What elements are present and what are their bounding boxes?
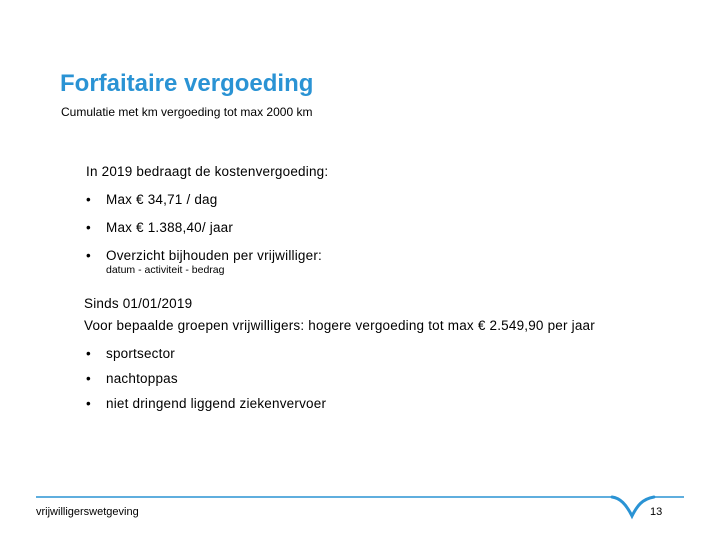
bullet-text: niet dringend liggend ziekenvervoer <box>106 396 327 411</box>
page-title: Forfaitaire vergoeding <box>60 70 314 97</box>
bullet-note: datum - activiteit - bedrag <box>106 264 225 276</box>
page-subtitle: Cumulatie met km vergoeding tot max 2000 km <box>61 105 313 119</box>
bullet-icon: • <box>86 220 91 235</box>
groups-line: Voor bepaalde groepen vrijwilligers: hogere vergoeding tot max € 2.549,90 per jaar <box>84 318 595 333</box>
bullet-text: nachtoppas <box>106 371 178 386</box>
bullet-text: Overzicht bijhouden per vrijwilliger: <box>106 248 322 263</box>
since-line: Sinds 01/01/2019 <box>84 296 193 311</box>
intro-text: In 2019 bedraagt de kostenvergoeding: <box>86 164 329 179</box>
bullet-text: Max € 1.388,40/ jaar <box>106 220 234 235</box>
bullet-text: sportsector <box>106 346 175 361</box>
bullet-icon: • <box>86 396 91 411</box>
logo-v-icon <box>612 497 654 516</box>
bullet-icon: • <box>86 346 91 361</box>
page-number: 13 <box>650 506 663 518</box>
bullet-icon: • <box>86 371 91 386</box>
bullet-icon: • <box>86 192 91 207</box>
bullet-text: Max € 34,71 / dag <box>106 192 218 207</box>
bullet-icon: • <box>86 248 91 263</box>
footer-text: vrijwilligerswetgeving <box>36 506 139 518</box>
